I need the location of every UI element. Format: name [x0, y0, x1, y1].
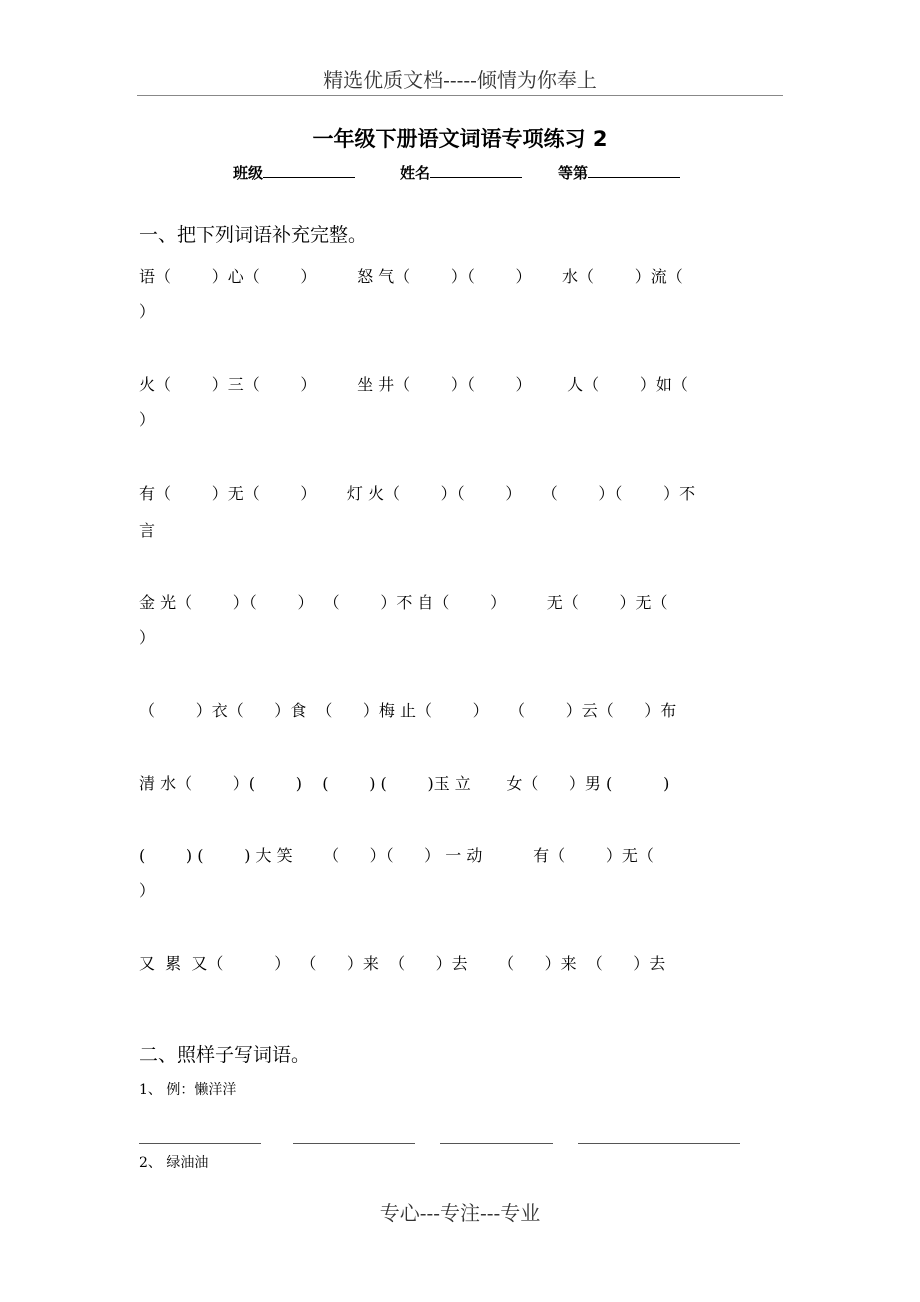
exercise-row-4: 金 光（ ）（ ） （ ）不 自（ ） 无（ ）无（ [139, 593, 668, 612]
answer-blank-4[interactable] [578, 1143, 740, 1144]
page-header: 精选优质文档-----倾情为你奉上 [323, 68, 597, 92]
example-item-1: 1、 例：懒洋洋 [139, 1082, 237, 1098]
header-rule [137, 95, 783, 96]
class-field [233, 162, 355, 183]
exercise-row-1: 语（ ）心（ ） 怒 气（ ）（ ） 水（ ）流（ [139, 267, 683, 286]
exercise-row-8: 又 累 又（ ） （ ）来 （ ）去 （ ）来 （ ）去 [139, 954, 666, 973]
exercise-row-3: 有（ ）无（ ） 灯 火（ ）（ ） （ ）（ ）不 [139, 484, 696, 503]
exercise-row-1-cont: ） [139, 302, 156, 321]
exercise-row-4-cont: ） [139, 628, 156, 647]
answer-blank-1[interactable] [139, 1143, 261, 1144]
exercise-row-2-cont: ） [139, 410, 156, 429]
name-field [400, 162, 522, 183]
section2-heading: 二、照样子写词语。 [139, 1044, 311, 1066]
page-footer: 专心---专注---专业 [379, 1201, 541, 1225]
name-label: 姓名 [400, 164, 431, 182]
example-item-2: 2、 绿油油 [139, 1155, 209, 1171]
section1-heading: 一、把下列词语补充完整。 [139, 224, 368, 246]
exercise-row-7-cont: ） [139, 881, 156, 900]
exercise-row-2: 火（ ）三（ ） 坐 井（ ）（ ） 人（ ）如（ [139, 375, 688, 394]
exercise-row-3-cont: 言 [139, 521, 156, 540]
grade-label: 等第 [558, 164, 589, 182]
name-blank [430, 163, 522, 178]
class-blank [263, 163, 355, 178]
grade-blank [588, 163, 680, 178]
exercise-row-5: （ ）衣（ ）食 （ ）梅 止（ ） （ ）云（ ）布 [139, 701, 677, 720]
class-label: 班级 [233, 164, 264, 182]
exercise-row-6: 清 水（ ）( ) ( ) ( )玉 立 女（ ）男 ( ) [139, 774, 670, 793]
answer-blank-2[interactable] [293, 1143, 415, 1144]
grade-field [558, 162, 680, 183]
worksheet-title: 一年级下册语文词语专项练习 2 [312, 127, 608, 151]
answer-blank-3[interactable] [440, 1143, 553, 1144]
exercise-row-7: ( ) ( ) 大 笑 （ ）（ ） 一 动 有（ ）无（ [139, 846, 654, 865]
